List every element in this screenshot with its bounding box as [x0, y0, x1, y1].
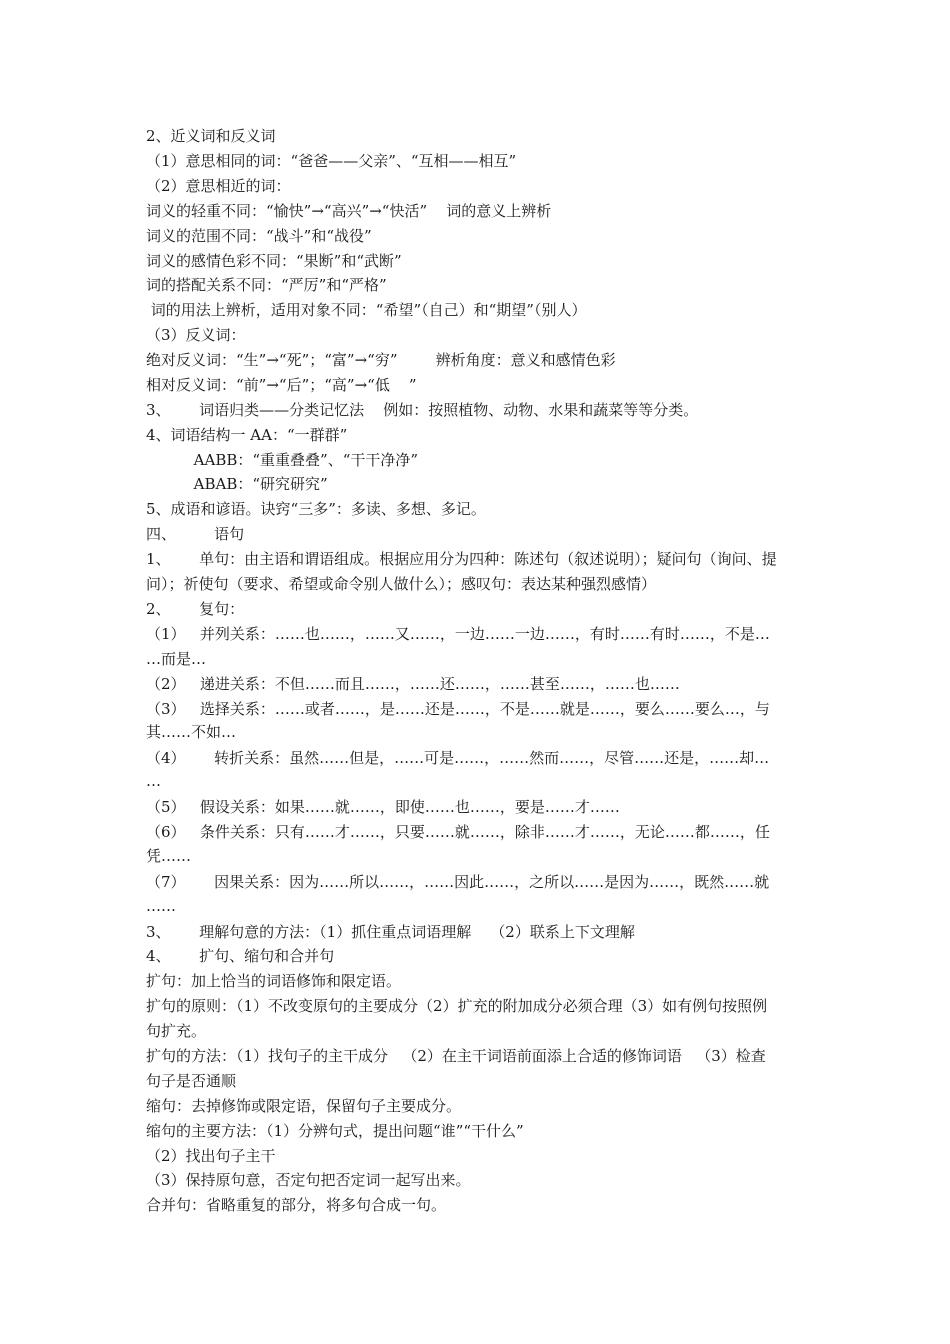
text-line: 2、 复句：: [146, 600, 245, 618]
text-line: …而是…: [146, 650, 207, 668]
text-line: 词的用法上辨析，适用对象不同：“希望”（自己）和“期望”（别人）: [146, 301, 587, 319]
text-line: ……: [146, 897, 176, 915]
text-line: （6） 条件关系：只有……才……，只要……就……，除非……才……，无论……都……，任: [146, 823, 770, 841]
text-line: （2）意思相近的词：: [146, 177, 291, 195]
text-line: …: [146, 772, 161, 790]
text-line: 3、 理解句意的方法：（1）抓住重点词语理解 （2）联系上下文理解: [146, 923, 635, 941]
text-line: 扩句的方法：（1）找句子的主干成分 （2）在主干词语前面添上合适的修饰词语 （3）检查: [146, 1047, 766, 1065]
text-line: 扩句：加上恰当的词语修饰和限定语。: [146, 972, 402, 990]
text-line: 2、近义词和反义词: [146, 127, 276, 145]
text-line: （7） 因果关系：因为……所以……，……因此……，之所以……是因为……，既然……就: [146, 873, 770, 891]
text-line: 4、词语结构一 AA：“一群群”: [146, 426, 348, 444]
text-line: 相对反义词：“前”→“后”；“高”→“低 ”: [146, 376, 417, 394]
text-line: 合并句：省略重复的部分，将多句合成一句。: [146, 1196, 447, 1214]
text-line: 3、 词语归类——分类记忆法 例如：按照植物、动物、水果和蔬菜等等分类。: [146, 401, 699, 419]
text-line: （4） 转折关系：虽然……但是，……可是……，……然而……，尽管……还是，……却…: [146, 749, 770, 767]
text-line: ABAB：“研究研究”: [146, 475, 328, 493]
text-line: （5） 假设关系：如果……就……，即使……也……，要是……才……: [146, 798, 620, 816]
section-heading: 四、 语句: [146, 525, 245, 543]
text-line: 缩句的主要方法：（1）分辨句式，提出问题“谁”“干什么”: [146, 1122, 524, 1140]
text-line: 1、 单句：由主语和谓语组成。根据应用分为四种：陈述句（叙述说明）；疑问句（询问、提: [146, 550, 777, 568]
text-line: （1） 并列关系：……也……，……又……，一边……一边……，有时……有时……，不是…: [146, 625, 770, 643]
text-line: 缩句：去掉修饰或限定语，保留句子主要成分。: [146, 1097, 462, 1115]
text-line: 词义的轻重不同：“愉快”→“高兴”→“快活” 词的意义上辨析: [146, 202, 552, 220]
text-line: （3）反义词：: [146, 326, 246, 344]
text-line: （2）找出句子主干: [146, 1147, 276, 1165]
text-line: 4、 扩句、缩句和合并句: [146, 947, 335, 965]
text-line: 凭……: [146, 847, 192, 865]
text-line: 其……不如…: [146, 723, 237, 741]
text-line: 5、成语和谚语。诀窍“三多”：多读、多想、多记。: [146, 500, 486, 518]
text-line: 扩句的原则：（1）不改变原句的主要成分（2）扩充的附加成分必须合理（3）如有例句按照例: [146, 997, 768, 1015]
text-line: （2） 递进关系：不但……而且……，……还……，……甚至……，……也……: [146, 675, 680, 693]
text-line: 句扩充。: [146, 1022, 207, 1040]
text-line: 绝对反义词：“生”→“死”；“富”→“穷” 辨析角度：意义和感情色彩: [146, 351, 616, 369]
text-line: AABB：“重重叠叠”、“干干净净”: [146, 451, 419, 469]
text-line: 问）；祈使句（要求、希望或命令别人做什么）；感叹句：表达某种强烈感情）: [146, 575, 657, 593]
text-line: 词义的感情色彩不同：“果断”和“武断”: [146, 252, 402, 270]
text-line: （3） 选择关系：……或者……，是……还是……，不是……就是……，要么……要么…，与: [146, 700, 770, 718]
text-line: （3）保持原句意，否定句把否定词一起写出来。: [146, 1171, 471, 1189]
text-line: （1）意思相同的词：“爸爸——父亲”、“互相——相互”: [146, 152, 517, 170]
text-line: 词义的范围不同：“战斗”和“战役”: [146, 227, 372, 245]
text-line: 句子是否通顺: [146, 1072, 237, 1090]
text-line: 词的搭配关系不同：“严厉”和“严格”: [146, 276, 387, 294]
